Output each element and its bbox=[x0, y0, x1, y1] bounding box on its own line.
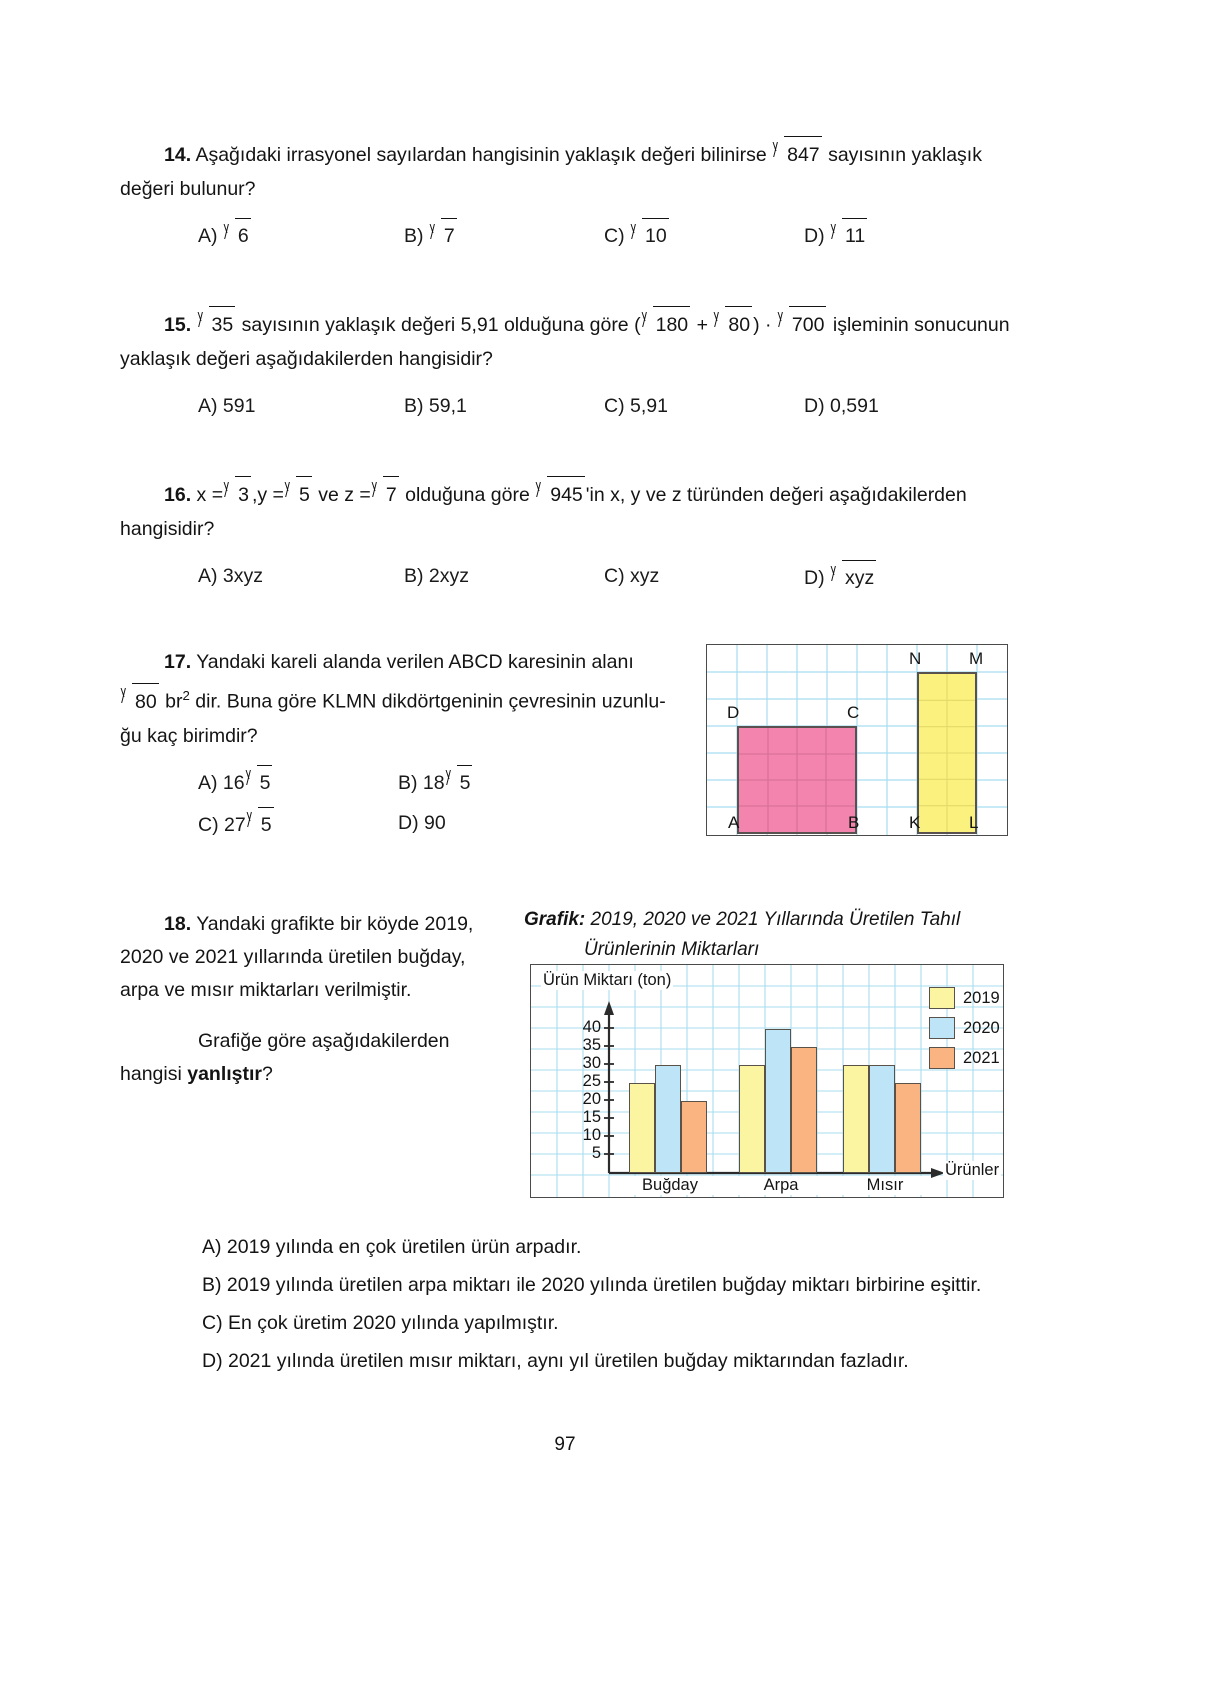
vertex-label-a: A bbox=[728, 813, 740, 832]
ytick-30: 30 bbox=[582, 1054, 601, 1072]
question-18-answer-options bbox=[202, 1228, 1012, 1380]
bar-misir-2020 bbox=[869, 1065, 895, 1173]
question-18-stem-part-d: Grafiğe göre aşağıdakilerden bbox=[198, 1030, 450, 1052]
radical-3: 3 bbox=[224, 476, 251, 512]
production-bar-chart bbox=[530, 964, 1004, 1198]
question-15-stem-part-a: sayısının yaklaşık değeri 5,91 olduğuna göre bbox=[241, 314, 629, 336]
ytick-10: 10 bbox=[582, 1126, 601, 1144]
option-17-a-radical: 5 bbox=[246, 765, 273, 799]
legend-label-2020: 2020 bbox=[963, 1018, 1000, 1037]
question-15-stem-part-c: yaklaşık değeri aşağıdakilerden hangisidir? bbox=[120, 348, 493, 370]
chart-title-line-2: Ürünlerinin Miktarları bbox=[584, 939, 760, 960]
option-15-a-letter: A) bbox=[198, 395, 218, 417]
option-15-c-letter: C) bbox=[604, 395, 625, 417]
q17-unit-exponent: 2 bbox=[182, 688, 190, 703]
q17-unit: br bbox=[165, 690, 183, 713]
question-15-options bbox=[120, 390, 1010, 422]
option-15-c[interactable] bbox=[604, 390, 804, 422]
bar-arpa-2020 bbox=[765, 1029, 791, 1173]
q16-y-eq: y = bbox=[257, 484, 284, 506]
question-15 bbox=[120, 306, 1010, 422]
question-17-stem-part-a: Yandaki kareli alanda verilen ABCD karesinin alanı bbox=[196, 651, 634, 673]
option-17-c-letter: C) bbox=[198, 813, 219, 836]
option-17-c-radical: 5 bbox=[247, 807, 274, 841]
vertex-label-k: K bbox=[909, 813, 921, 832]
square-abcd bbox=[737, 726, 860, 834]
option-15-b[interactable] bbox=[404, 390, 604, 422]
radical-5: 5 bbox=[285, 476, 312, 512]
question-14 bbox=[120, 136, 1010, 252]
option-15-d[interactable] bbox=[804, 390, 879, 422]
radical-700: 700 bbox=[778, 306, 827, 342]
ytick-15: 15 bbox=[582, 1108, 601, 1126]
vertex-label-n: N bbox=[909, 649, 922, 668]
vertex-label-m: M bbox=[969, 649, 984, 668]
bar-bugday-2019 bbox=[629, 1083, 655, 1173]
option-16-a[interactable] bbox=[120, 560, 404, 594]
option-14-a-letter: A) bbox=[198, 225, 218, 247]
option-17-c-coef: 27 bbox=[224, 813, 246, 836]
rectangle-klmn-inner-grid bbox=[919, 674, 975, 832]
chart-title-prefix: Grafik: bbox=[524, 909, 586, 930]
question-16-options bbox=[120, 560, 1010, 594]
q16-x-eq: x = bbox=[196, 484, 224, 506]
radical-7: 7 bbox=[372, 476, 399, 512]
question-17-number: 17. bbox=[164, 651, 192, 673]
square-abcd-inner-grid bbox=[739, 728, 855, 832]
question-18-stem-part-c: arpa ve mısır miktarları verilmiştir. bbox=[120, 979, 412, 1001]
expr-plus: + bbox=[696, 314, 708, 336]
question-18-stem bbox=[120, 908, 510, 1007]
option-14-a[interactable] bbox=[120, 218, 404, 252]
option-17-d-letter: D) bbox=[398, 811, 419, 834]
question-18-stem-2 bbox=[120, 1025, 510, 1091]
option-16-a-value: 3xyz bbox=[222, 565, 264, 587]
option-17-b-radical: 5 bbox=[446, 765, 473, 799]
question-17-stem-part-b: dir. Buna göre KLMN dikdörtgeninin çevresinin uzunlu- bbox=[195, 690, 666, 713]
option-15-d-value: 0,591 bbox=[830, 395, 879, 417]
q16-ve: ve bbox=[318, 484, 339, 506]
question-15-number: 15. bbox=[164, 314, 192, 336]
option-15-d-letter: D) bbox=[804, 395, 825, 417]
legend-item-2021 bbox=[929, 1047, 1000, 1069]
page-number: 97 bbox=[554, 1434, 576, 1455]
question-16 bbox=[120, 476, 1010, 594]
answer-option-a[interactable]: A) 2019 yılında en çok üretilen ürün arpadır. bbox=[202, 1236, 582, 1258]
option-14-d-radical: 11 bbox=[831, 218, 867, 252]
option-17-b[interactable] bbox=[398, 765, 473, 799]
question-15-stem bbox=[120, 306, 1010, 376]
option-14-c-radical: 10 bbox=[631, 218, 669, 252]
option-15-c-value: 5,91 bbox=[630, 395, 668, 417]
question-16-stem-part-a: olduğuna göre bbox=[405, 484, 530, 506]
option-16-a-letter: A) bbox=[198, 565, 218, 587]
option-17-c[interactable] bbox=[120, 807, 398, 841]
legend-label-2021: 2021 bbox=[963, 1048, 1000, 1067]
question-17-figure bbox=[706, 644, 1008, 836]
chart-y-axis-label: Ürün Miktarı (ton) bbox=[543, 971, 672, 989]
bar-bugday-2020 bbox=[655, 1065, 681, 1173]
ytick-25: 25 bbox=[582, 1072, 601, 1090]
ytick-35: 35 bbox=[582, 1036, 601, 1054]
question-14-stem-part-c: değeri bulunur? bbox=[120, 178, 256, 200]
vertex-label-c: C bbox=[847, 703, 860, 722]
option-16-b-value: 2xyz bbox=[428, 565, 470, 587]
chart-title bbox=[524, 905, 1004, 965]
question-16-number: 16. bbox=[164, 484, 192, 506]
answer-option-c[interactable]: C) En çok üretim 2020 yılında yapılmıştır. bbox=[202, 1312, 559, 1334]
category-label-bugday: Buğday bbox=[625, 1176, 715, 1195]
question-14-stem-part-a: Aşağıdaki irrasyonel sayılardan hangisinin yaklaşık değeri bilinirse bbox=[195, 144, 767, 166]
question-17-options-row-1 bbox=[120, 765, 690, 799]
question-18-stem-part-e-pre: hangisi bbox=[120, 1063, 182, 1085]
question-16-stem-part-b: 'in x, y ve z türünden değeri aşağıdakilerden bbox=[585, 484, 967, 506]
option-14-d-letter: D) bbox=[804, 225, 825, 247]
legend-item-2019 bbox=[929, 987, 1000, 1009]
option-17-a[interactable] bbox=[120, 765, 398, 799]
radical-80-area: 80 bbox=[121, 683, 159, 719]
radical-180: 180 bbox=[642, 306, 691, 342]
question-14-stem-part-b: sayısının yaklaşık bbox=[828, 144, 982, 166]
question-17-options-row-2 bbox=[120, 807, 690, 841]
radical-945: 945 bbox=[536, 476, 585, 512]
option-17-a-coef: 16 bbox=[222, 771, 245, 794]
y-axis-arrow bbox=[604, 1001, 614, 1015]
bar-arpa-2019 bbox=[739, 1065, 765, 1173]
answer-option-d[interactable]: D) 2021 yılında üretilen mısır miktarı, aynı yıl üretilen buğday miktarından fazladır. bbox=[202, 1350, 909, 1372]
option-17-b-letter: B) bbox=[398, 771, 418, 794]
legend-swatch-2020 bbox=[929, 1017, 955, 1039]
question-14-options bbox=[120, 218, 1010, 252]
option-16-b[interactable] bbox=[404, 560, 604, 594]
question-14-number: 14. bbox=[164, 144, 192, 166]
bar-misir-2021 bbox=[895, 1083, 921, 1173]
question-17-stem bbox=[120, 645, 690, 753]
vertex-label-d: D bbox=[727, 703, 740, 722]
chart-x-axis-label: Ürünler bbox=[945, 1161, 1000, 1179]
option-17-a-letter: A) bbox=[198, 771, 218, 794]
ytick-40: 40 bbox=[582, 1018, 601, 1036]
expr-open-paren: ( bbox=[634, 314, 641, 336]
option-15-b-value: 59,1 bbox=[428, 395, 467, 417]
radical-35: 35 bbox=[198, 306, 236, 342]
vertex-label-b: B bbox=[848, 813, 860, 832]
option-16-d[interactable] bbox=[804, 560, 877, 594]
ytick-20: 20 bbox=[582, 1090, 601, 1108]
option-15-b-letter: B) bbox=[404, 395, 424, 417]
option-17-b-coef: 18 bbox=[422, 771, 445, 794]
option-16-d-letter: D) bbox=[804, 567, 825, 589]
bar-arpa-2021 bbox=[791, 1047, 817, 1173]
legend-swatch-2021 bbox=[929, 1047, 955, 1069]
option-17-d-coef: 90 bbox=[424, 811, 446, 834]
ytick-5: 5 bbox=[591, 1144, 601, 1162]
vertex-label-l: L bbox=[969, 813, 979, 832]
option-14-b-radical: 7 bbox=[430, 218, 457, 252]
answer-option-b[interactable]: B) 2019 yılında üretilen arpa miktarı ile 2020 yılında üretilen buğday miktarı birbirine eşittir. bbox=[202, 1274, 982, 1296]
option-17-d[interactable] bbox=[398, 807, 446, 841]
option-15-a-value: 591 bbox=[222, 395, 256, 417]
question-18-number: 18. bbox=[164, 913, 192, 935]
question-16-stem bbox=[120, 476, 1010, 546]
option-16-c[interactable] bbox=[604, 560, 804, 594]
q16-comma: , bbox=[251, 484, 258, 506]
category-label-arpa: Arpa bbox=[736, 1176, 826, 1195]
option-16-b-letter: B) bbox=[404, 565, 424, 587]
legend-item-2020 bbox=[929, 1017, 1000, 1039]
option-14-b[interactable] bbox=[404, 218, 604, 252]
rectangle-klmn bbox=[917, 672, 977, 834]
option-16-c-value: xyz bbox=[630, 565, 660, 587]
chart-title-line-1: 2019, 2020 ve 2021 Yıllarında Üretilen Tahıl bbox=[590, 909, 961, 930]
radical-80: 80 bbox=[714, 306, 752, 342]
category-label-misir: Mısır bbox=[840, 1176, 930, 1195]
radical-847: 847 bbox=[773, 136, 822, 172]
question-18-stem-part-e-post: ? bbox=[262, 1063, 273, 1085]
question-18-stem-part-b: 2020 ve 2021 yıllarında üretilen buğday, bbox=[120, 946, 466, 968]
question-18-stem-part-a: Yandaki grafikte bir köyde 2019, bbox=[196, 913, 474, 935]
option-14-c-letter: C) bbox=[604, 225, 625, 247]
question-15-stem-part-b: işleminin sonucunun bbox=[832, 314, 1010, 336]
bar-bugday-2021 bbox=[681, 1101, 707, 1173]
option-14-d[interactable] bbox=[804, 218, 868, 252]
expr-dot: · bbox=[765, 314, 772, 336]
expr-close-paren: ) bbox=[753, 314, 760, 336]
option-16-d-radical: xyz bbox=[831, 560, 876, 594]
question-17-stem-part-c: ğu kaç birimdir? bbox=[120, 724, 258, 747]
question-17 bbox=[120, 645, 690, 841]
bar-misir-2019 bbox=[843, 1065, 869, 1173]
option-14-b-letter: B) bbox=[404, 225, 424, 247]
question-18 bbox=[120, 908, 510, 1091]
q16-z-eq: z = bbox=[344, 484, 371, 506]
option-15-a[interactable] bbox=[120, 390, 404, 422]
question-16-stem-part-c: hangisidir? bbox=[120, 518, 215, 540]
option-16-c-letter: C) bbox=[604, 565, 625, 587]
legend-label-2019: 2019 bbox=[963, 988, 1000, 1007]
option-14-c[interactable] bbox=[604, 218, 804, 252]
question-14-stem bbox=[120, 136, 1010, 206]
legend-swatch-2019 bbox=[929, 987, 955, 1009]
question-18-stem-part-e-bold: yanlıştır bbox=[187, 1063, 263, 1085]
option-14-a-radical: 6 bbox=[224, 218, 251, 252]
